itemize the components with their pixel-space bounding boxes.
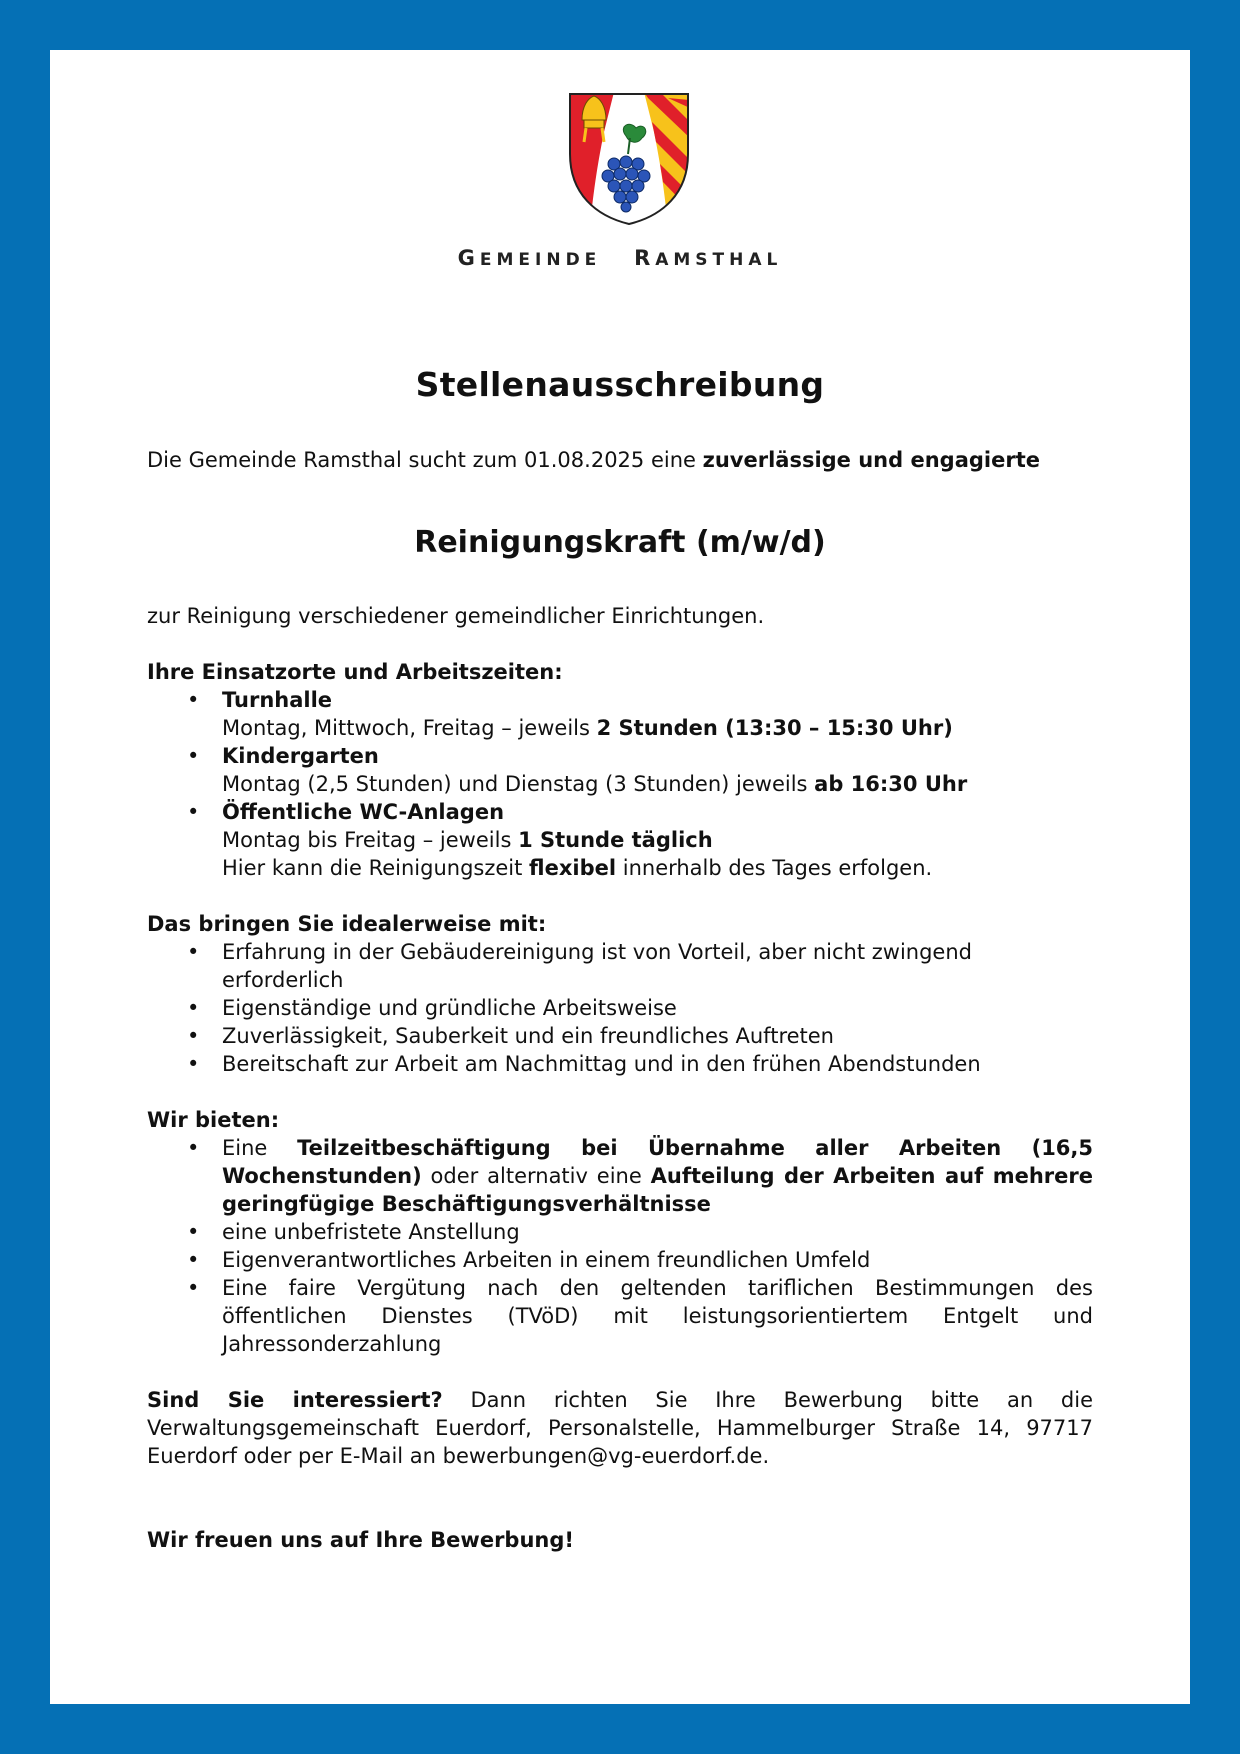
document-page [50, 50, 1190, 1704]
page-title: Stellenausschreibung [415, 365, 825, 404]
list-item: • Zuverlässigkeit, Sauberkeit und ein freundliches Auftreten [187, 1024, 834, 1048]
list-item: • Turnhalle Montag, Mittwoch, Freitag – jeweils 2 Stunden (13:30 – 15:30 Uhr) [187, 688, 953, 740]
list-item: • Öffentliche WC-Anlagen Montag bis Freitag – jeweils 1 Stunde täglich Hier kann die Reinigungszeit flexibel innerhalb des Tages erfolgen. [187, 800, 933, 880]
locations-list [147, 686, 1093, 882]
bullet-icon: • [187, 1248, 200, 1272]
job-title: Reinigungskraft (m/w/d) [414, 525, 826, 560]
bullet-icon: • [187, 940, 200, 964]
bullet-icon: • [187, 800, 200, 824]
purpose-text: zur Reinigung verschiedener gemeindlicher Einrichtungen. [147, 604, 765, 628]
list-item: • Eine Teilzeitbeschäftigung bei Übernahme aller Arbeiten (16,5 Wochenstunden) oder alternativ eine Aufteilung der Arbeiten auf mehrere geringfügige Beschäftigungsverhältnisse [187, 1136, 1094, 1216]
bullet-icon: • [187, 688, 200, 712]
requirements-list [147, 938, 1093, 1078]
bullet-icon: • [187, 1136, 200, 1160]
offer-list [147, 1134, 1093, 1358]
list-item: • Eigenständige und gründliche Arbeitsweise [187, 996, 677, 1020]
list-item: • Erfahrung in der Gebäudereinigung ist von Vorteil, aber nicht zwingend erforderlich [187, 940, 972, 992]
closing-paragraph: Sind Sie interessiert? Dann richten Sie Ihre Bewerbung bitte an die Verwaltungsgemeinschaft Euerdorf, Personalstelle, Hammelburger Straße 14, 97717 Euerdorf oder per E-Mail an bewerbungen@vg-euerdorf.de. [147, 1388, 1093, 1468]
bullet-icon: • [187, 1052, 200, 1076]
list-item: • Kindergarten Montag (2,5 Stunden) und Dienstag (3 Stunden) jeweils ab 16:30 Uhr [187, 744, 968, 796]
list-item: • Eigenverantwortliches Arbeiten in einem freundlichen Umfeld [187, 1248, 871, 1272]
coat-of-arms-logo [568, 92, 690, 226]
list-item: • Eine faire Vergütung nach den geltenden tariflichen Bestimmungen des öffentlichen Dienstes (TVöD) mit leistungsorientiertem Entgelt und Jahressonderzahlung [187, 1276, 1093, 1356]
bullet-icon: • [187, 1276, 200, 1300]
bullet-icon: • [187, 744, 200, 768]
list-item: • eine unbefristete Anstellung [187, 1220, 520, 1244]
bullet-icon: • [187, 996, 200, 1020]
main-content [147, 365, 1093, 1554]
bullet-icon: • [187, 1024, 200, 1048]
requirements-heading: Das bringen Sie idealerweise mit: [147, 912, 547, 936]
bullet-icon: • [187, 1220, 200, 1244]
list-item: • Bereitschaft zur Arbeit am Nachmittag und in den frühen Abendstunden [187, 1052, 981, 1076]
locations-heading: Ihre Einsatzorte und Arbeitszeiten: [147, 660, 563, 684]
municipality-name: GEMEINDE RAMSTHAL [457, 246, 783, 270]
intro-paragraph: Die Gemeinde Ramsthal sucht zum 01.08.2025 eine zuverlässige und engagierte [147, 448, 1040, 472]
offer-heading: Wir bieten: [147, 1108, 280, 1132]
final-greeting: Wir freuen uns auf Ihre Bewerbung! [147, 1528, 574, 1552]
